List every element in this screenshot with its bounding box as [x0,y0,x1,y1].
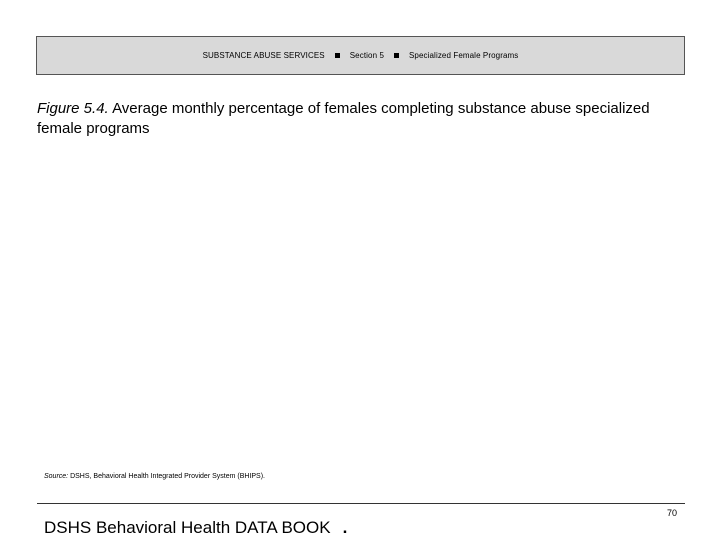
source-note [44,473,265,480]
header-section-group: SUBSTANCE ABUSE SERVICES [202,51,325,60]
figure-caption: Average monthly percentage of females completing substance abuse specialized female programs [37,100,650,137]
source-label: Source: [44,473,69,480]
section-header-band [36,36,685,75]
book-title-text: DSHS Behavioral Health DATA BOOK [44,518,331,537]
header-separator-square-icon [394,53,399,58]
source-text: DSHS, Behavioral Health Integrated Provider System (BHIPS). [70,473,265,480]
footer-divider [37,503,685,504]
figure-title [37,99,677,139]
header-separator-square-icon [335,53,340,58]
header-topic: Specialized Female Programs [409,51,519,60]
footer-book-title [44,518,347,538]
header-section: Section 5 [349,51,384,60]
figure-label: Figure 5.4. [37,100,109,117]
page-number: 70 [666,508,677,518]
book-title-mark: . [342,518,348,537]
